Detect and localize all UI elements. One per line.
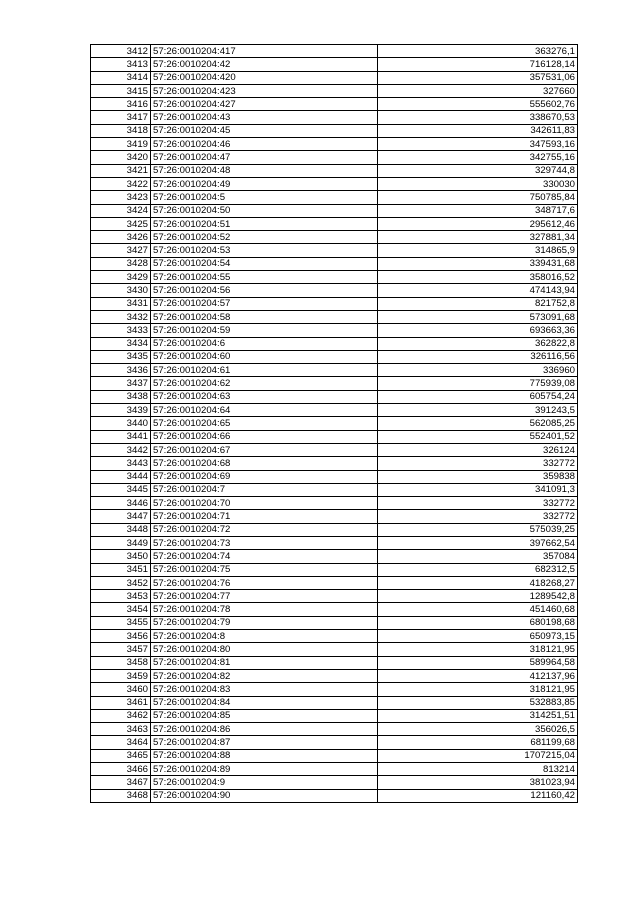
row-number-cell: 3420 [91,151,151,164]
value-cell: 356026,5 [378,723,578,736]
value-cell: 359838 [378,470,578,483]
row-number-cell: 3468 [91,789,151,802]
cadastral-number-cell: 57:26:0010204:49 [151,177,378,190]
cadastral-number-cell: 57:26:0010204:86 [151,723,378,736]
table-row [91,151,578,164]
cadastral-number-cell: 57:26:0010204:77 [151,590,378,603]
row-number-cell: 3421 [91,164,151,177]
value-cell: 338670,53 [378,111,578,124]
value-cell: 347593,16 [378,138,578,151]
cadastral-number-cell: 57:26:0010204:88 [151,749,378,762]
value-cell: 295612,46 [378,217,578,230]
row-number-cell: 3413 [91,58,151,71]
value-cell: 397662,54 [378,536,578,549]
row-number-cell: 3430 [91,284,151,297]
table-row [91,723,578,736]
table-row [91,709,578,722]
cadastral-number-cell: 57:26:0010204:52 [151,231,378,244]
value-cell: 589964,58 [378,656,578,669]
table-row [91,643,578,656]
value-cell: 750785,84 [378,191,578,204]
table-row [91,177,578,190]
cadastral-number-cell: 57:26:0010204:90 [151,789,378,802]
value-cell: 650973,15 [378,630,578,643]
cadastral-number-cell: 57:26:0010204:68 [151,457,378,470]
value-cell: 362822,8 [378,337,578,350]
table-row [91,563,578,576]
row-number-cell: 3451 [91,563,151,576]
table-row [91,417,578,430]
table-row [91,204,578,217]
table-row [91,231,578,244]
row-number-cell: 3456 [91,630,151,643]
row-number-cell: 3443 [91,457,151,470]
table-row [91,736,578,749]
cadastral-number-cell: 57:26:0010204:74 [151,550,378,563]
cadastral-number-cell: 57:26:0010204:43 [151,111,378,124]
cadastral-number-cell: 57:26:0010204:5 [151,191,378,204]
table-row [91,191,578,204]
cadastral-number-cell: 57:26:0010204:89 [151,763,378,776]
row-number-cell: 3432 [91,310,151,323]
value-cell: 813214 [378,763,578,776]
cadastral-number-cell: 57:26:0010204:50 [151,204,378,217]
cadastral-number-cell: 57:26:0010204:46 [151,138,378,151]
value-cell: 342755,16 [378,151,578,164]
row-number-cell: 3439 [91,404,151,417]
value-cell: 357084 [378,550,578,563]
value-cell: 339431,68 [378,257,578,270]
table-row [91,550,578,563]
table-row [91,310,578,323]
value-cell: 573091,68 [378,310,578,323]
table-row [91,98,578,111]
value-cell: 326124 [378,443,578,456]
value-cell: 358016,52 [378,271,578,284]
value-cell: 775939,08 [378,377,578,390]
value-cell: 381023,94 [378,776,578,789]
value-cell: 681199,68 [378,736,578,749]
table-row [91,111,578,124]
cadastral-number-cell: 57:26:0010204:83 [151,683,378,696]
table-row [91,470,578,483]
table-row [91,696,578,709]
table-row [91,763,578,776]
row-number-cell: 3458 [91,656,151,669]
table-row [91,576,578,589]
row-number-cell: 3457 [91,643,151,656]
value-cell: 318121,95 [378,643,578,656]
cadastral-number-cell: 57:26:0010204:85 [151,709,378,722]
value-cell: 532883,85 [378,696,578,709]
row-number-cell: 3434 [91,337,151,350]
value-cell: 555602,76 [378,98,578,111]
table-body [91,45,578,803]
row-number-cell: 3467 [91,776,151,789]
row-number-cell: 3428 [91,257,151,270]
row-number-cell: 3462 [91,709,151,722]
table-row [91,217,578,230]
table-row [91,683,578,696]
row-number-cell: 3427 [91,244,151,257]
row-number-cell: 3415 [91,84,151,97]
value-cell: 332772 [378,457,578,470]
cadastral-number-cell: 57:26:0010204:79 [151,616,378,629]
value-cell: 121160,42 [378,789,578,802]
table-row [91,789,578,802]
table-row [91,630,578,643]
cadastral-number-cell: 57:26:0010204:78 [151,603,378,616]
cadastral-number-cell: 57:26:0010204:72 [151,523,378,536]
cadastral-number-cell: 57:26:0010204:61 [151,364,378,377]
row-number-cell: 3441 [91,430,151,443]
cadastral-number-cell: 57:26:0010204:48 [151,164,378,177]
table-row [91,776,578,789]
table-row [91,257,578,270]
value-cell: 680198,68 [378,616,578,629]
value-cell: 391243,5 [378,404,578,417]
value-cell: 357531,06 [378,71,578,84]
cadastral-number-cell: 57:26:0010204:7 [151,483,378,496]
cadastral-number-cell: 57:26:0010204:84 [151,696,378,709]
value-cell: 363276,1 [378,45,578,58]
value-cell: 693663,36 [378,324,578,337]
table-row [91,271,578,284]
cadastral-number-cell: 57:26:0010204:62 [151,377,378,390]
row-number-cell: 3424 [91,204,151,217]
cadastral-number-cell: 57:26:0010204:64 [151,404,378,417]
value-cell: 1707215,04 [378,749,578,762]
row-number-cell: 3438 [91,390,151,403]
cadastral-number-cell: 57:26:0010204:56 [151,284,378,297]
table-row [91,749,578,762]
table-row [91,390,578,403]
value-cell: 418268,27 [378,576,578,589]
table-row [91,164,578,177]
row-number-cell: 3435 [91,350,151,363]
row-number-cell: 3414 [91,71,151,84]
row-number-cell: 3418 [91,124,151,137]
table-row [91,377,578,390]
row-number-cell: 3444 [91,470,151,483]
table-row [91,523,578,536]
row-number-cell: 3461 [91,696,151,709]
row-number-cell: 3433 [91,324,151,337]
row-number-cell: 3417 [91,111,151,124]
cadastral-number-cell: 57:26:0010204:420 [151,71,378,84]
row-number-cell: 3436 [91,364,151,377]
cadastral-number-cell: 57:26:0010204:417 [151,45,378,58]
row-number-cell: 3449 [91,536,151,549]
value-cell: 348717,6 [378,204,578,217]
table-row [91,457,578,470]
value-cell: 605754,24 [378,390,578,403]
table-row [91,71,578,84]
table-row [91,669,578,682]
table-row [91,656,578,669]
cadastral-value-table [90,44,578,803]
cadastral-number-cell: 57:26:0010204:9 [151,776,378,789]
value-cell: 314251,51 [378,709,578,722]
cadastral-number-cell: 57:26:0010204:73 [151,536,378,549]
row-number-cell: 3412 [91,45,151,58]
table-row [91,45,578,58]
value-cell: 327660 [378,84,578,97]
row-number-cell: 3422 [91,177,151,190]
cadastral-number-cell: 57:26:0010204:80 [151,643,378,656]
table-row [91,337,578,350]
cadastral-number-cell: 57:26:0010204:8 [151,630,378,643]
value-cell: 341091,3 [378,483,578,496]
value-cell: 474143,94 [378,284,578,297]
row-number-cell: 3423 [91,191,151,204]
cadastral-number-cell: 57:26:0010204:66 [151,430,378,443]
cadastral-number-cell: 57:26:0010204:65 [151,417,378,430]
cadastral-number-cell: 57:26:0010204:58 [151,310,378,323]
value-cell: 318121,95 [378,683,578,696]
table-row [91,497,578,510]
table-row [91,58,578,71]
table-row [91,364,578,377]
row-number-cell: 3453 [91,590,151,603]
cadastral-number-cell: 57:26:0010204:427 [151,98,378,111]
row-number-cell: 3440 [91,417,151,430]
cadastral-number-cell: 57:26:0010204:76 [151,576,378,589]
table-row [91,483,578,496]
cadastral-number-cell: 57:26:0010204:54 [151,257,378,270]
value-cell: 451460,68 [378,603,578,616]
value-cell: 332772 [378,510,578,523]
row-number-cell: 3448 [91,523,151,536]
row-number-cell: 3459 [91,669,151,682]
row-number-cell: 3429 [91,271,151,284]
value-cell: 329744,8 [378,164,578,177]
row-number-cell: 3460 [91,683,151,696]
row-number-cell: 3419 [91,138,151,151]
table-row [91,510,578,523]
value-cell: 330030 [378,177,578,190]
cadastral-number-cell: 57:26:0010204:57 [151,297,378,310]
table-row [91,603,578,616]
cadastral-number-cell: 57:26:0010204:69 [151,470,378,483]
value-cell: 1289542,8 [378,590,578,603]
row-number-cell: 3426 [91,231,151,244]
cadastral-number-cell: 57:26:0010204:75 [151,563,378,576]
table-row [91,244,578,257]
row-number-cell: 3463 [91,723,151,736]
cadastral-number-cell: 57:26:0010204:59 [151,324,378,337]
table-row [91,404,578,417]
table-row [91,138,578,151]
cadastral-number-cell: 57:26:0010204:60 [151,350,378,363]
value-cell: 552401,52 [378,430,578,443]
value-cell: 716128,14 [378,58,578,71]
cadastral-number-cell: 57:26:0010204:67 [151,443,378,456]
table-row [91,350,578,363]
value-cell: 327881,34 [378,231,578,244]
table-row [91,324,578,337]
cadastral-number-cell: 57:26:0010204:55 [151,271,378,284]
row-number-cell: 3465 [91,749,151,762]
table-row [91,124,578,137]
row-number-cell: 3442 [91,443,151,456]
cadastral-number-cell: 57:26:0010204:47 [151,151,378,164]
row-number-cell: 3452 [91,576,151,589]
row-number-cell: 3437 [91,377,151,390]
value-cell: 575039,25 [378,523,578,536]
value-cell: 682312,5 [378,563,578,576]
row-number-cell: 3446 [91,497,151,510]
row-number-cell: 3425 [91,217,151,230]
table-row [91,443,578,456]
row-number-cell: 3454 [91,603,151,616]
cadastral-number-cell: 57:26:0010204:42 [151,58,378,71]
value-cell: 342611,83 [378,124,578,137]
cadastral-number-cell: 57:26:0010204:63 [151,390,378,403]
row-number-cell: 3416 [91,98,151,111]
cadastral-number-cell: 57:26:0010204:423 [151,84,378,97]
value-cell: 336960 [378,364,578,377]
row-number-cell: 3466 [91,763,151,776]
table-row [91,536,578,549]
table-row [91,284,578,297]
cadastral-number-cell: 57:26:0010204:87 [151,736,378,749]
value-cell: 412137,96 [378,669,578,682]
table-row [91,590,578,603]
cadastral-number-cell: 57:26:0010204:51 [151,217,378,230]
row-number-cell: 3450 [91,550,151,563]
cadastral-number-cell: 57:26:0010204:6 [151,337,378,350]
cadastral-number-cell: 57:26:0010204:70 [151,497,378,510]
table-row [91,616,578,629]
cadastral-number-cell: 57:26:0010204:82 [151,669,378,682]
cadastral-number-cell: 57:26:0010204:45 [151,124,378,137]
row-number-cell: 3455 [91,616,151,629]
row-number-cell: 3447 [91,510,151,523]
row-number-cell: 3431 [91,297,151,310]
value-cell: 821752,8 [378,297,578,310]
row-number-cell: 3445 [91,483,151,496]
row-number-cell: 3464 [91,736,151,749]
value-cell: 332772 [378,497,578,510]
cadastral-number-cell: 57:26:0010204:53 [151,244,378,257]
value-cell: 562085,25 [378,417,578,430]
value-cell: 314865,9 [378,244,578,257]
value-cell: 326116,56 [378,350,578,363]
table-row [91,297,578,310]
cadastral-number-cell: 57:26:0010204:71 [151,510,378,523]
table-row [91,430,578,443]
table-row [91,84,578,97]
cadastral-number-cell: 57:26:0010204:81 [151,656,378,669]
